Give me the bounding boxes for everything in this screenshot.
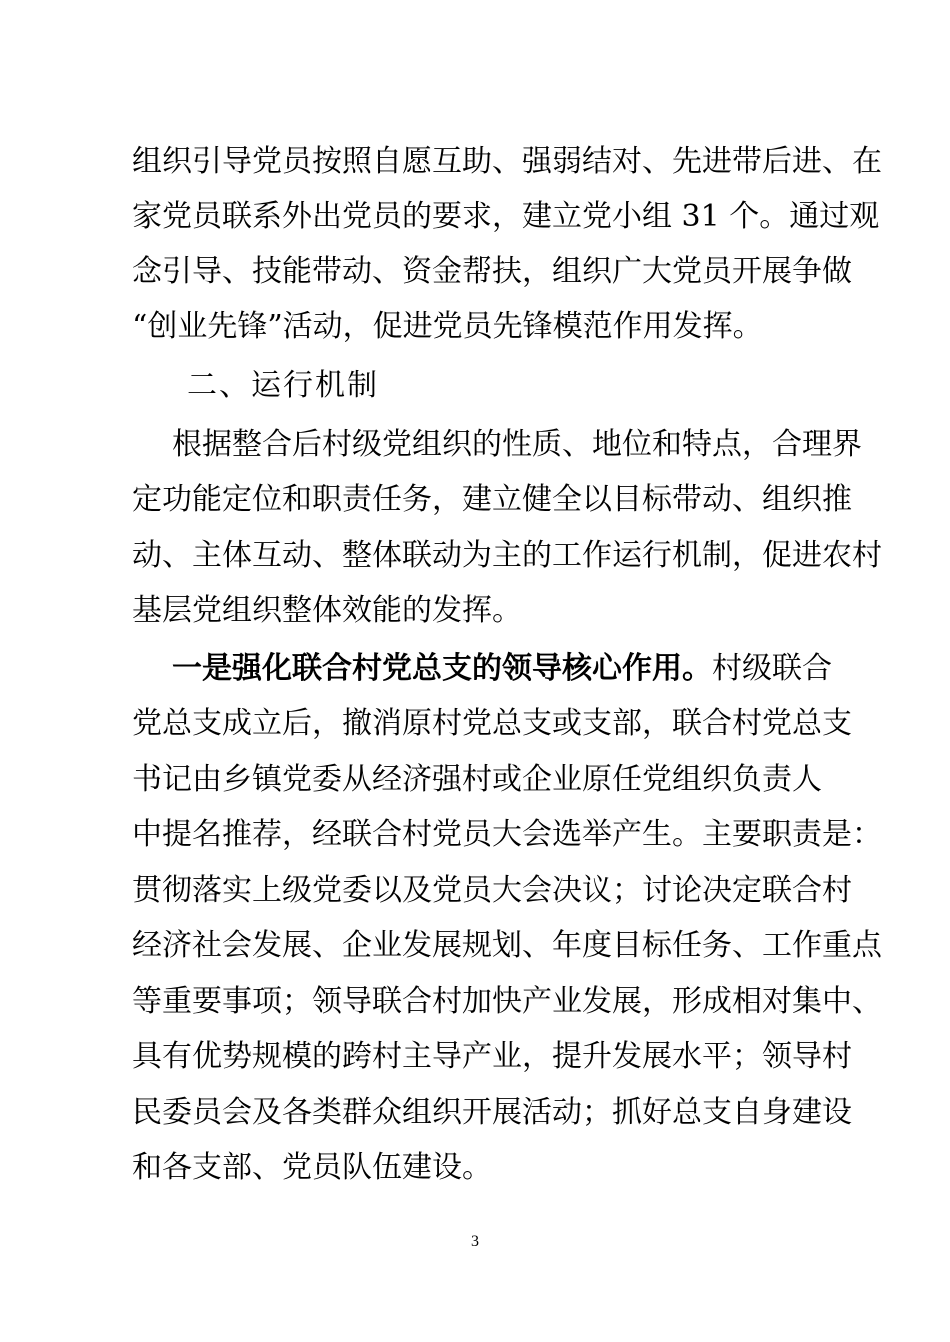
paragraph-3-line-6: 经济社会发展、企业发展规划、年度目标任务、工作重点 xyxy=(132,928,882,963)
paragraph-3-line-5: 贯彻落实上级党委以及党员大会决议；讨论决定联合村 xyxy=(132,873,852,908)
paragraph-2-line-2: 定功能定位和职责任务，建立健全以目标带动、组织推 xyxy=(132,482,852,517)
paragraph-3-line-2: 党总支成立后，撤消原村党总支或支部，联合村党总支 xyxy=(132,706,852,741)
paragraph-3-line-4: 中提名推荐，经联合村党员大会选举产生。主要职责是： xyxy=(132,817,882,852)
paragraph-1-line-4: “创业先锋”活动，促进党员先锋模范作用发挥。 xyxy=(132,309,763,344)
section-heading: 二、运行机制 xyxy=(187,368,379,403)
paragraph-3-line-9: 民委员会及各类群众组织开展活动；抓好总支自身建设 xyxy=(132,1095,852,1130)
paragraph-1-line-3: 念引导、技能带动、资金帮扶，组织广大党员开展争做 xyxy=(132,254,852,289)
paragraph-2-line-4: 基层党组织整体效能的发挥。 xyxy=(132,593,522,628)
page-number: 3 xyxy=(471,1233,479,1250)
paragraph-2-line-3: 动、主体互动、整体联动为主的工作运行机制，促进农村 xyxy=(132,538,882,573)
paragraph-3-line-3: 书记由乡镇党委从经济强村或企业原任党组织负责人 xyxy=(132,762,822,797)
paragraph-1-line-2: 家党员联系外出党员的要求，建立党小组 31 个。通过观 xyxy=(132,199,880,234)
paragraph-1-line-1: 组织引导党员按照自愿互助、强弱结对、先进带后进、在 xyxy=(132,144,882,179)
paragraph-3-line-8: 具有优势规模的跨村主导产业，提升发展水平；领导村 xyxy=(132,1039,852,1074)
paragraph-2-line-1: 根据整合后村级党组织的性质、地位和特点，合理界 xyxy=(172,427,862,462)
paragraph-3-line-1 xyxy=(172,649,832,689)
paragraph-3-lead-bold: 一是强化联合村党总支的领导核心作用。 xyxy=(172,651,712,686)
paragraph-3-lead-rest: 村级联合 xyxy=(712,651,832,686)
paragraph-3-line-10: 和各支部、党员队伍建设。 xyxy=(132,1150,492,1185)
paragraph-3-line-7: 等重要事项；领导联合村加快产业发展，形成相对集中、 xyxy=(132,984,882,1019)
